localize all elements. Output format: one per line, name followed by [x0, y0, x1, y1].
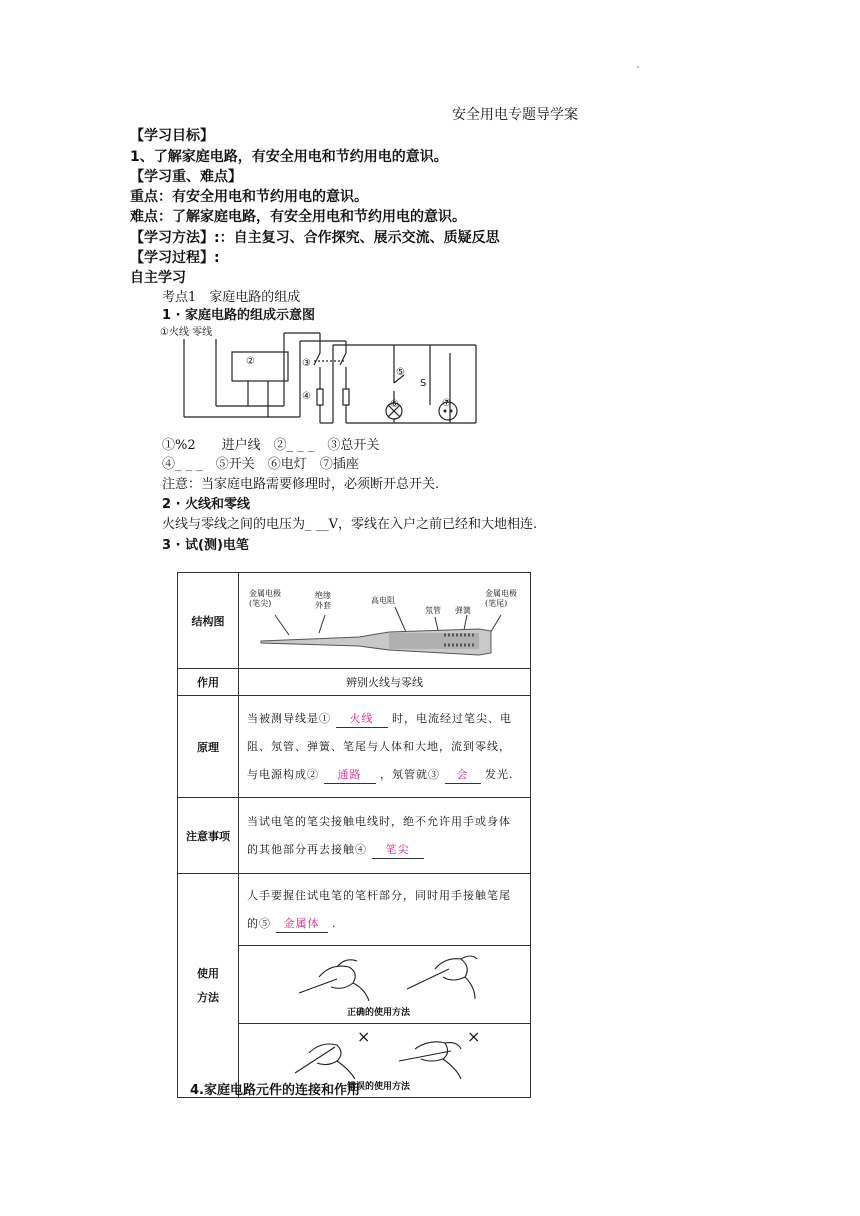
objective-heading: 【学习目标】: [130, 128, 214, 144]
kaodian-1: 考点1 家庭电路的组成: [162, 290, 301, 305]
usage-label: [178, 874, 239, 1098]
pen-tip-label: 金属电极 (笔尖): [249, 588, 281, 608]
lamp-label: ⑥: [390, 399, 399, 410]
switch-label: ⑤: [396, 367, 405, 378]
pen-resistor-label: 高电阻: [371, 595, 395, 605]
principle-text-b: 时，电流经过笔尖、电阻、氖管、弹簧、笔尾与人体和大地，流到零线，与电源构成②: [247, 711, 512, 781]
caution-label: 注意事项: [178, 798, 239, 874]
household-circuit-diagram: [158, 323, 488, 433]
corner-mark: .: [636, 57, 641, 72]
correct-usage-cell: [239, 946, 531, 1024]
socket-label: ⑦: [442, 398, 451, 409]
principle-text-a: 当被测导线是①: [247, 711, 331, 725]
method-line: 【学习方法】:：自主复习、合作探究、展示交流、质疑反思: [130, 230, 500, 246]
pen-neon-label: 氖管: [425, 605, 441, 615]
wrong-usage-caption: 错误的使用方法: [347, 1081, 411, 1092]
key-heading: 【学习重、难点】: [130, 169, 242, 185]
function-row: [178, 669, 531, 696]
page-title: 安全用电专题导学案: [452, 107, 578, 123]
caution-cell: [239, 798, 531, 874]
circuit-wiring: [158, 323, 488, 433]
key-point: 重点：有安全用电和节约用电的意识。: [130, 189, 368, 205]
principle-cell: [239, 696, 531, 798]
item1-title: 1 · 家庭电路的组成示意图: [162, 308, 316, 323]
principle-row: [178, 696, 531, 798]
function-text: 辨别火线与零线: [239, 669, 531, 696]
main-switch-label: ③: [302, 358, 311, 369]
structure-row: [178, 573, 531, 669]
usage-text-end: .: [332, 916, 337, 930]
caution-row: [178, 798, 531, 874]
legend-line-1: ①%2 进户线 ②_ _ _ ③总开关: [162, 438, 380, 453]
usage-row: [178, 874, 531, 946]
wrong-mark-2: ×: [467, 1026, 481, 1046]
caution-answer: 笔尖: [372, 842, 424, 859]
test-pen-table: [177, 572, 531, 1098]
pen-insulation-label: 绝缘 外套: [315, 590, 331, 610]
principle-text-c: ，氖管就③: [380, 767, 440, 781]
principle-answer-3: 会: [445, 767, 481, 784]
pen-spring-label: 弹簧: [455, 605, 471, 615]
repair-note: 注意：当家庭电路需要修理时，必须断开总开关.: [162, 477, 440, 492]
usage-text: 人手要握住试电笔的笔杆部分，同时用手接触笔尾的⑤: [247, 888, 511, 930]
difficult-point: 难点：了解家庭电路，有安全用电和节约用电的意识。: [130, 209, 466, 225]
legend-line-2: ④_ _ _ ⑤开关 ⑥电灯 ⑦插座: [162, 457, 359, 472]
wrong-mark-1: ×: [357, 1026, 371, 1046]
pen-tail-label: 金属电极 (笔尾): [485, 588, 517, 608]
usage-label-text: 使用方法: [197, 966, 219, 1004]
principle-label: 原理: [178, 696, 239, 798]
usage-answer: 金属体: [276, 916, 328, 933]
item4-title: 4.家庭电路元件的连接和作用: [190, 1083, 360, 1098]
usage-cell: [239, 874, 531, 946]
function-label: 作用: [178, 669, 239, 696]
pen-structure-figure: [239, 573, 531, 669]
switch-s-label: S: [420, 378, 427, 389]
principle-answer-1: 火线: [336, 711, 388, 728]
item2-title: 2 · 火线和零线: [162, 497, 251, 512]
item3-title: 3 · 试(测)电笔: [162, 538, 249, 553]
structure-label: 结构图: [178, 573, 239, 669]
circuit-top-label: ①火线 零线: [160, 327, 213, 338]
item2-text: 火线与零线之间的电压为_ __V，零线在入户之前已经和大地相连.: [162, 517, 538, 532]
wrong-usage-illustration: [239, 1025, 529, 1081]
principle-text-d: 发光.: [485, 767, 514, 781]
correct-usage-caption: 正确的使用方法: [347, 1007, 411, 1018]
meter-label: ②: [246, 356, 255, 367]
objective-1: 1、了解家庭电路，有安全用电和节约用电的意识。: [130, 149, 448, 165]
caution-text: 当试电笔的笔尖接触电线时，绝不允许用手或身体的其他部分再去接触④: [247, 814, 511, 856]
self-study-heading: 自主学习: [130, 270, 186, 286]
correct-usage-illustration: [239, 947, 529, 1007]
principle-answer-2: 通路: [324, 767, 376, 784]
fuse-label: ④: [302, 391, 311, 402]
process-heading: 【学习过程】:: [130, 250, 220, 266]
